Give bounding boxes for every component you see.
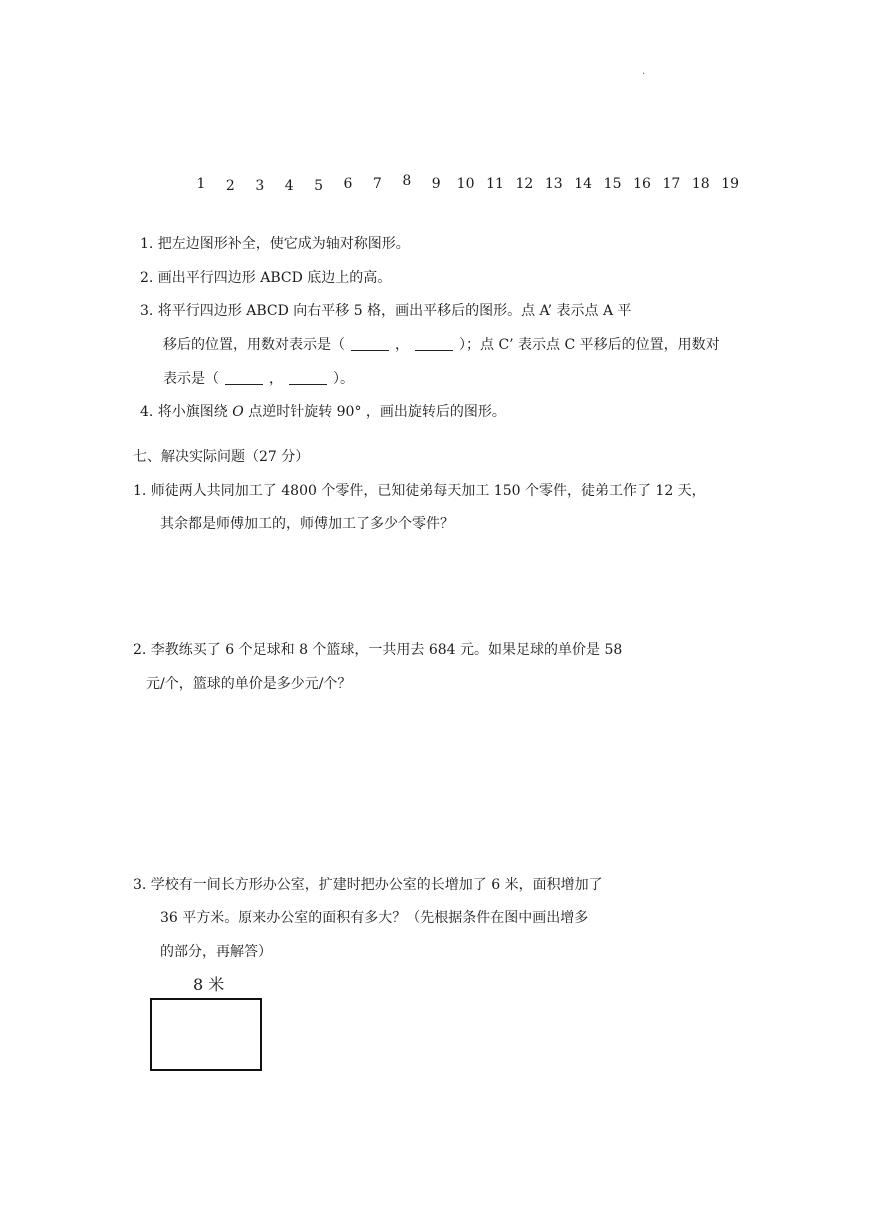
axis-number-17: 17 (662, 176, 681, 192)
axis-number-10: 10 (456, 176, 475, 192)
axis-number-19: 19 (721, 176, 740, 192)
q1-line2: 其余都是师傅加工的，师傅加工了多少个零件？ (160, 516, 454, 532)
axis-number-12: 12 (515, 176, 534, 192)
q2-line1: 2. 李教练买了 6 个足球和 8 个篮球，一共用去 684 元。如果足球的单价是 58 (133, 642, 623, 658)
axis-number-5: 5 (314, 178, 324, 194)
answer-blank-c-x[interactable] (225, 370, 263, 385)
sec6-item-4 (140, 401, 506, 421)
office-rectangle (150, 998, 262, 1071)
axis-number-14: 14 (574, 176, 593, 192)
axis-number-7: 7 (372, 176, 382, 192)
header-dot: . (642, 66, 646, 77)
axis-number-6: 6 (343, 176, 353, 192)
item3-text-a: 移后的位置，用数对表示是（ (163, 337, 345, 353)
axis-number-11: 11 (486, 176, 504, 192)
q3-line3: 的部分，再解答） (160, 944, 272, 960)
axis-number-8: 8 (402, 173, 412, 189)
item4-point-o: O (232, 404, 244, 420)
axis-number-4: 4 (284, 178, 294, 194)
axis-number-9: 9 (431, 176, 441, 192)
item3-text-d: ）。 (333, 371, 354, 387)
sec6-item-2: 2. 画出平行四边形 ABCD 底边上的高。 (140, 270, 392, 286)
axis-number-2: 2 (225, 178, 235, 194)
q1-line1: 1. 师徒两人共同加工了 4800 个零件，已知徒弟每天加工 150 个零件，徒弟工作了 12 天， (133, 483, 706, 499)
answer-blank-c-y[interactable] (289, 370, 327, 385)
q3-line2: 36 平方米。原来办公室的面积有多大？（先根据条件在图中画出增多 (160, 910, 589, 926)
item3-comma-2: ， (269, 371, 283, 387)
sec6-item-3-line2 (163, 334, 720, 354)
axis-number-13: 13 (544, 176, 563, 192)
sec6-item-3-line1: 3. 将平行四边形 ABCD 向右平移 5 格，画出平移后的图形。点 A’ 表示点 A 平 (140, 303, 632, 319)
sec6-item-3-line3 (163, 368, 354, 388)
item4-text-b: 点逆时针旋转 90° ，画出旋转后的图形。 (243, 404, 506, 420)
axis-number-15: 15 (603, 176, 622, 192)
sec7-title: 七、解决实际问题（27 分） (133, 449, 310, 465)
axis-number-16: 16 (633, 176, 651, 192)
sec6-item-1: 1. 把左边图形补全，使它成为轴对称图形。 (140, 236, 410, 252)
q3-line1: 3. 学校有一间长方形办公室，扩建时把办公室的长增加了 6 米，面积增加了 (133, 877, 603, 893)
answer-blank-a-y[interactable] (415, 336, 453, 351)
item3-text-c: 表示是（ (163, 371, 219, 387)
item3-comma: ， (395, 337, 409, 353)
item3-text-b: ）；点 C’ 表示点 C 平移后的位置，用数对 (459, 337, 720, 353)
item4-text-a: 4. 将小旗图绕 (140, 404, 233, 420)
answer-blank-a-x[interactable] (351, 336, 389, 351)
q2-line2: 元/个，篮球的单价是多少元/个？ (146, 676, 352, 692)
axis-number-3: 3 (255, 178, 265, 194)
axis-number-1: 1 (196, 176, 206, 192)
axis-number-18: 18 (691, 176, 710, 192)
rect-length-label: 8 米 (193, 975, 225, 994)
